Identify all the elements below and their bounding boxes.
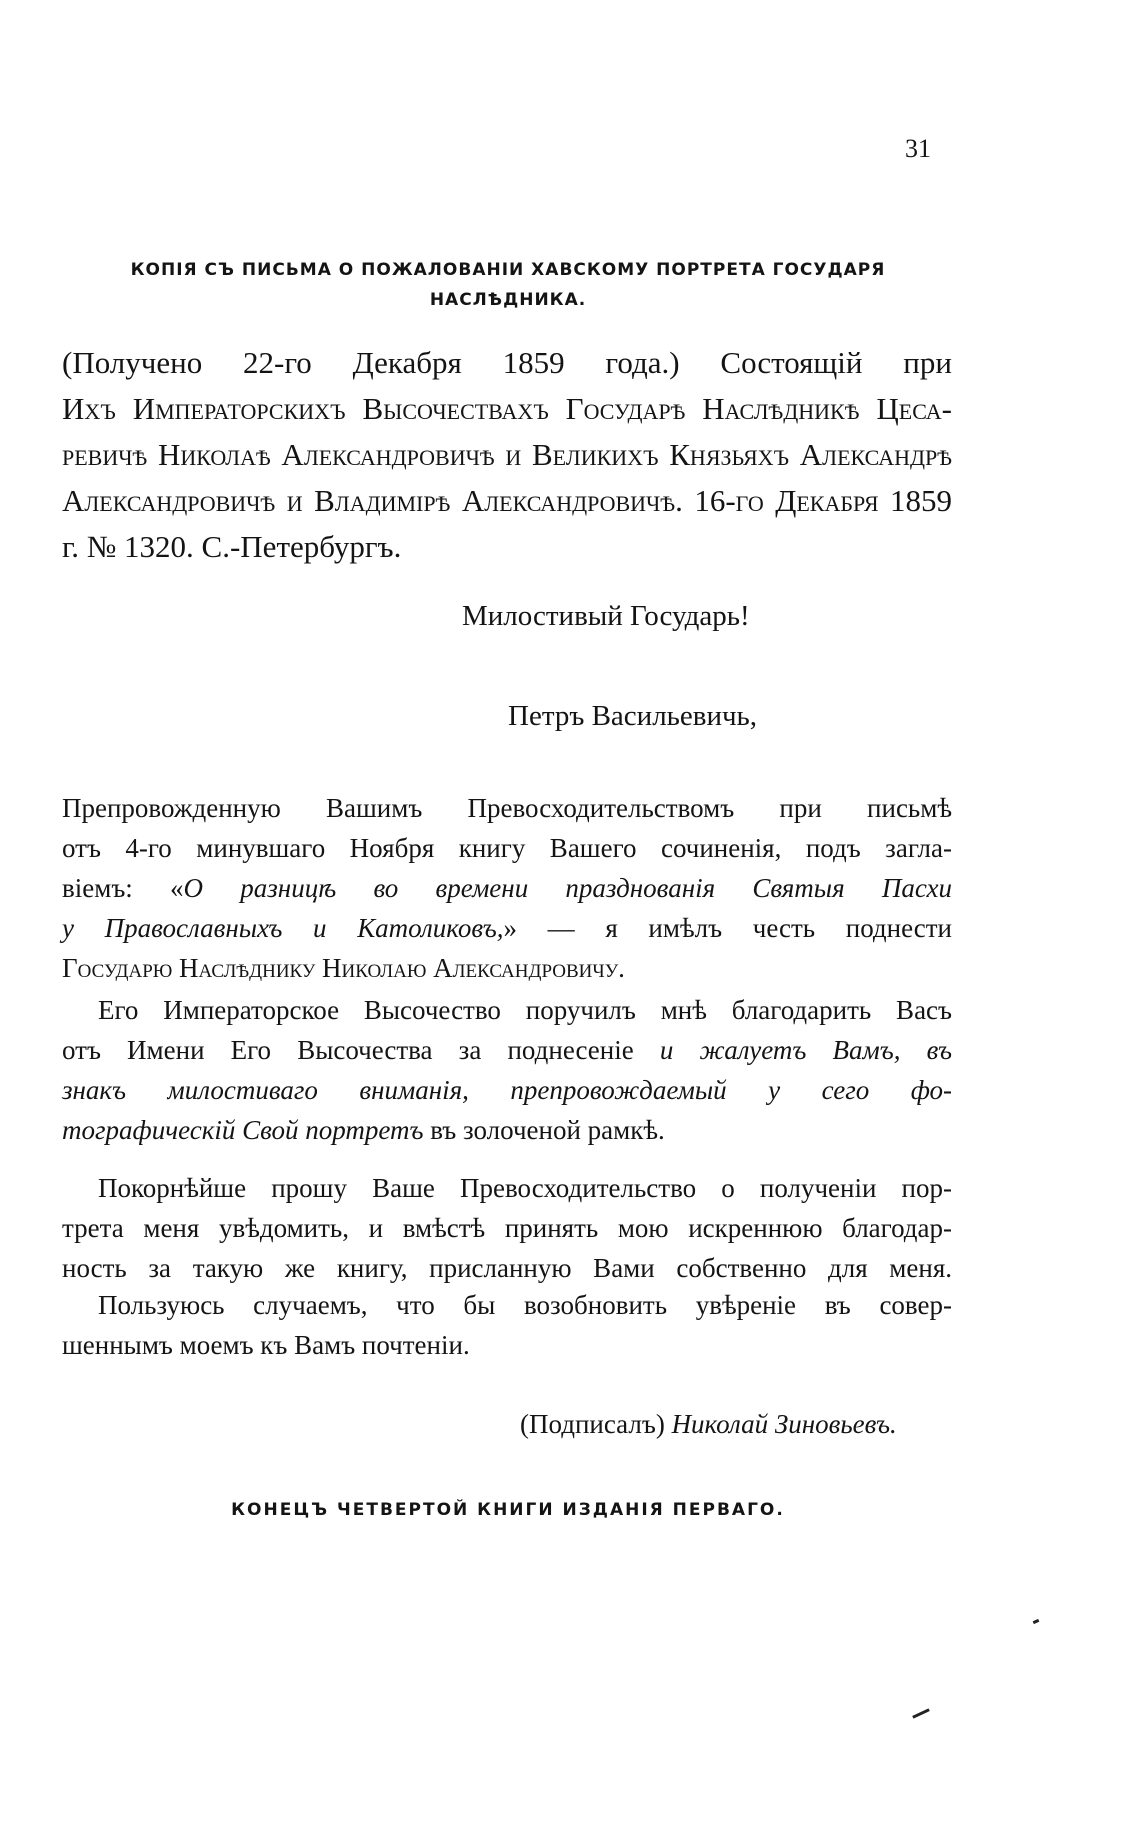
salutation: Милостивый Государь! bbox=[462, 600, 750, 632]
p3-line-1: Покорнѣйше прошу Ваше Превосходительство о полученіи пор- bbox=[98, 1173, 952, 1203]
p2-line-2-text: отъ Имени Его Высочества за поднесеніе bbox=[62, 1035, 660, 1065]
p1-line-4 bbox=[62, 908, 952, 948]
p2-line-3: знакъ милостиваго вниманія, препровождаемый у сего фо- bbox=[62, 1075, 952, 1105]
p1-line-3-italic: О разницѣ во времени празднованія Святыя Пасхи bbox=[183, 873, 952, 903]
intro-paragraph bbox=[62, 340, 952, 570]
p1-line-1: Препровожденную Вашимъ Превосходительствомъ при письмѣ bbox=[62, 793, 952, 823]
p1-line-4-text: » — я имѣлъ честь поднести bbox=[503, 913, 952, 943]
book-ending-note: КОНЕЦЪ ЧЕТВЕРТОЙ КНИГИ ИЗДАНІЯ ПЕРВАГО. bbox=[231, 1500, 785, 1520]
p2-line-4-text: въ золоченой рамкѣ. bbox=[423, 1115, 665, 1145]
intro-line-3: ревичѣ Николаѣ Александровичѣ и Великихъ Князьяхъ Александрѣ bbox=[62, 437, 952, 472]
page-number: 31 bbox=[905, 134, 931, 163]
title-line-2: НАСЛѢДНИКА. bbox=[429, 290, 587, 310]
paragraph-2 bbox=[62, 990, 952, 1150]
p1-line-2: отъ 4-го минувшаго Ноября книгу Вашего сочиненія, подъ загла- bbox=[62, 833, 952, 863]
p3-line-2: трета меня увѣдомить, и вмѣстѣ принять мою искреннюю благодар- bbox=[62, 1213, 952, 1243]
intro-line-4: Александровичѣ и Владимірѣ Александровичѣ. 16-го Декабря 1859 bbox=[62, 483, 952, 518]
p2-line-4-italic: тографическій Свой портретъ bbox=[62, 1115, 424, 1145]
p2-line-1: Его Императорское Высочество поручилъ мнѣ благодарить Васъ bbox=[98, 995, 952, 1025]
p1-line-4-italic: у Православныхъ и Католиковъ, bbox=[62, 913, 504, 943]
intro-line-1: (Получено 22-го Декабря 1859 года.) Состоящій при bbox=[62, 345, 952, 380]
p2-line-2 bbox=[62, 1030, 952, 1070]
document-title bbox=[58, 255, 958, 315]
signature bbox=[520, 1409, 897, 1440]
title-line-1: КОПІЯ СЪ ПИСЬМА О ПОЖАЛОВАНІИ ХАВСКОМУ ПОРТРЕТА ГОСУДАРЯ bbox=[130, 260, 886, 280]
p1-line-3-text: віемъ: « bbox=[62, 873, 184, 903]
p2-line-2-italic: и жалуетъ Вамъ, въ bbox=[659, 1035, 952, 1065]
address-name: Петръ Васильевичь, bbox=[508, 700, 758, 732]
p1-line-5: Государю Наслѣднику Николаю Александровичу. bbox=[62, 953, 625, 983]
signature-name: Николай Зиновьевъ. bbox=[671, 1409, 897, 1439]
p2-line-4 bbox=[62, 1110, 952, 1150]
p3-line-3: ность за такую же книгу, присланную Вами собственно для меня. bbox=[62, 1253, 952, 1283]
intro-line-2: Ихъ Императорскихъ Высочествахъ Государѣ Наслѣдникѣ Цеса- bbox=[62, 391, 952, 426]
signature-prefix: (Подписалъ) bbox=[520, 1409, 672, 1439]
paragraph-4 bbox=[62, 1285, 952, 1365]
p4-line-2: шеннымъ моемъ къ Вамъ почтеніи. bbox=[62, 1330, 470, 1360]
paragraph-3 bbox=[62, 1168, 952, 1288]
paragraph-1 bbox=[62, 788, 952, 988]
intro-line-5: г. № 1320. С.-Петербургъ. bbox=[62, 529, 402, 564]
ink-speck-mark bbox=[1033, 1619, 1040, 1624]
p4-line-1: Пользуюсь случаемъ, что бы возобновить увѣреніе въ совер- bbox=[98, 1290, 952, 1320]
ink-speck-mark bbox=[912, 1708, 930, 1718]
p1-line-3 bbox=[62, 868, 952, 908]
